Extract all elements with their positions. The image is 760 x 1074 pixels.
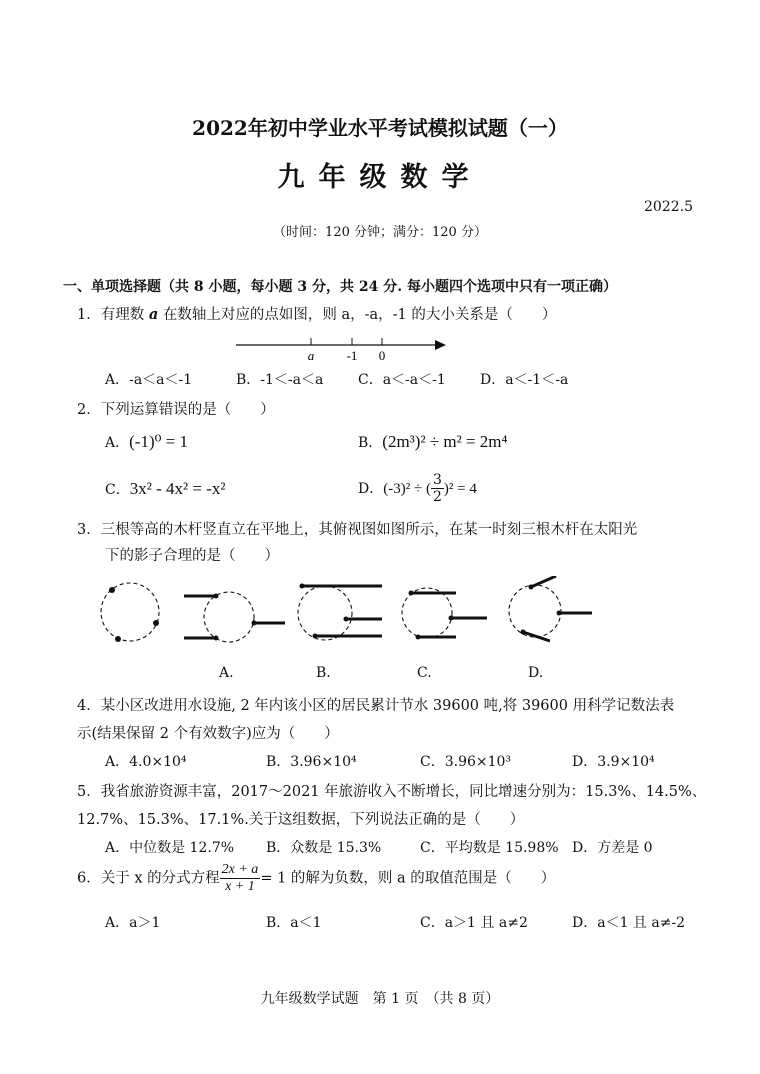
question-number: 3． [77,522,101,538]
option-expression: (-1)⁰ = 1 [129,432,189,451]
question-stem: 关于 x 的分式方程 [100,870,220,887]
figure-option-c[interactable] [402,588,487,640]
q2-option-d[interactable] [358,472,477,505]
question-stem: 下列运算错误的是（ ） [100,402,275,418]
q6-option-d[interactable]: D．a＜1 且 a≠-2 [572,915,686,931]
option-label: C． [105,482,130,498]
question-number: 1． [77,307,101,323]
q2-option-b[interactable] [358,432,507,452]
question-stem: = 1 的解为负数，则 a 的取值范围是（ ） [260,870,556,887]
exam-title: 2022年初中学业水平考试模拟试题（一） [192,116,568,140]
q4-option-d[interactable]: D．3.9×10⁴ [572,754,655,770]
q1-option-c[interactable]: C．a＜-a＜-1 [358,372,446,388]
question-5 [77,780,706,801]
q5-option-a[interactable]: A．中位数是 12.7% [105,840,235,856]
option-expression: )² = 4 [443,481,477,497]
axis-arrow [435,340,446,350]
shadow-figures [90,576,610,648]
question-4 [77,694,674,715]
question-number: 4． [77,698,101,714]
question-3-line2: 下的影子合理的是（ ） [105,548,279,564]
option-expression: (2m³)² ÷ m² = 2m⁴ [382,432,508,451]
question-stem: 三根等高的木杆竖直立在平地上，其俯视图如图所示，在某一时刻三根木杆在太阳光 [100,522,638,538]
section-heading: 一、单项选择题（共 8 小题，每小题 3 分，共 24 分. 每小题四个选项中只有一项正确） [63,279,617,295]
option-label: D． [358,481,384,497]
question-stem: 有理数 [100,307,149,323]
q2-option-c[interactable] [105,479,225,499]
fraction: $\frac{3}{2}$ [432,472,442,505]
tick-label-zero: 0 [378,348,386,363]
variable: a [148,306,159,323]
figure-option-b[interactable] [298,584,382,641]
question-number: 2． [77,402,101,418]
number-line-figure [232,330,452,364]
q3-option-b-label[interactable]: B. [316,665,331,681]
question-3 [77,518,637,539]
option-expression: (-3)² ÷ ( [383,481,431,497]
subject-title: 九年级数学 [277,162,483,193]
q5-option-b[interactable]: B．众数是 15.3% [266,840,382,856]
q3-option-d-label[interactable]: D. [528,665,544,681]
q1-option-b[interactable]: B．-1＜-a＜a [236,372,324,388]
q4-option-c[interactable]: C．3.96×10³ [420,754,512,770]
figure-option-a[interactable] [184,592,285,642]
question-stem: 在数轴上对应的点如图，则 a，-a，-1 的大小关系是（ ） [158,307,557,323]
option-label: A． [105,435,130,451]
question-2 [77,398,275,419]
option-expression: 3x² - 4x² = -x² [129,479,226,498]
q5-option-c[interactable]: C．平均数是 15.98% [420,840,559,856]
option-label: B． [358,435,383,451]
fraction: $\frac{2x + a}{x + 1}$ [221,862,259,894]
question-1 [77,303,556,324]
question-stem: 某小区改进用水设施, 2 年内该小区的居民累计节水 39600 吨,将 39600 用科学记数法表 [100,698,675,714]
question-5-line2: 12.7%、15.3%、17.1%.关于这组数据，下列说法正确的是（ ） [77,812,525,828]
tick-label-minus-one: -1 [346,348,358,363]
q1-option-a[interactable]: A．-a＜a＜-1 [105,372,193,388]
figure-option-d[interactable] [509,576,592,641]
q6-option-a[interactable]: A．a＞1 [105,915,161,931]
q4-option-a[interactable]: A．4.0×10⁴ [105,754,187,770]
q2-option-a[interactable] [105,432,188,452]
question-stem: 我省旅游资源丰富，2017～2021 年旅游收入不断增长，同比增速分别为：15.3%、14.5%、 [100,784,707,800]
q6-option-c[interactable]: C．a＞1 且 a≠2 [420,915,528,931]
q4-option-b[interactable]: B．3.96×10⁴ [266,754,357,770]
question-number: 5． [77,784,101,800]
tick-label-a: a [307,348,315,363]
question-4-line2: 示(结果保留 2 个有效数字)应为（ ） [77,726,339,742]
q5-option-d[interactable]: D．方差是 0 [572,840,653,856]
q3-option-c-label[interactable]: C. [417,665,432,681]
question-6 [77,862,555,895]
time-info: （时间：120 分钟；满分：120 分） [273,225,487,240]
page-footer: 九年级数学试题 第 1 页 （共 8 页） [260,991,500,1007]
question-number: 6． [77,870,101,887]
q3-option-a-label[interactable]: A. [219,665,234,681]
figure-top-view [101,583,159,642]
exam-date: 2022.5 [644,199,693,215]
q1-option-d[interactable]: D．a＜-1＜-a [480,372,569,388]
q6-option-b[interactable]: B．a＜1 [266,915,322,931]
